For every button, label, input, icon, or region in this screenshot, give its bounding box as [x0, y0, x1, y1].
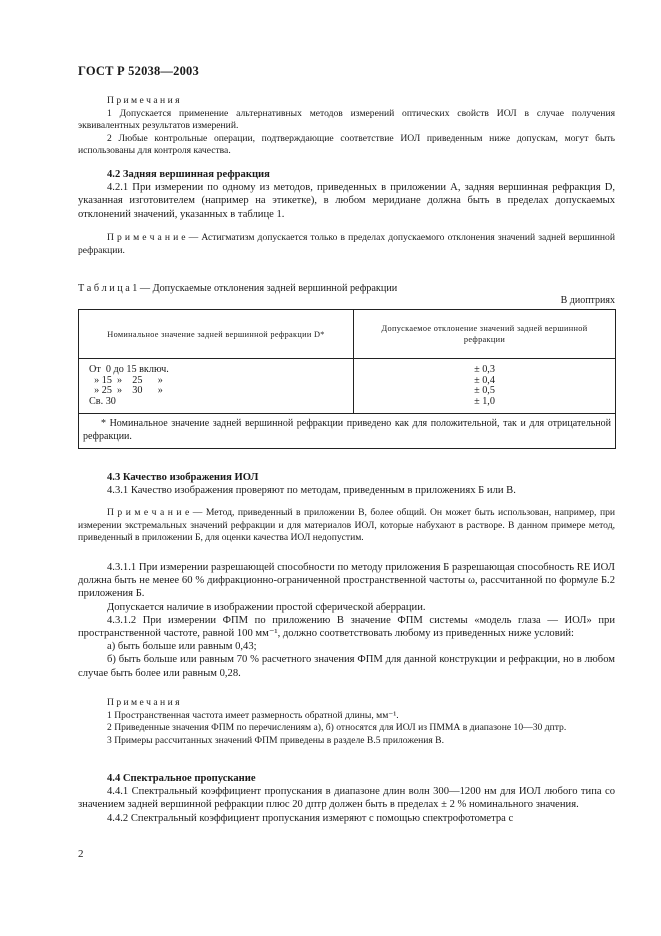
- section-heading: 4.3 Качество изображения ИОЛ: [107, 472, 259, 483]
- paragraph: 4.2.1 При измерении по одному из методов, приведенных в приложении А, задняя вершинная рефракция D, указанная изготовителем (например на этикетке), в любом меридиане должна быть в пределах допускаемых отклонений значений, указанных в таблице 1.: [78, 182, 615, 220]
- table-body-row: [79, 359, 616, 414]
- paragraph: 4.3.1.1 При измерении разрешающей способности по методу приложения Б разрешающая способность RE ИОЛ должна быть не менее 60 % дифракционно-ограниченной пространственной частоты ω, рассчитанной по формуле Б.2 приложения Б.: [78, 562, 615, 600]
- note-item: 3 Примеры рассчитанных значений ФПМ приведены в разделе В.5 приложения В.: [107, 734, 444, 746]
- table-unit: В диоптриях: [560, 295, 615, 306]
- note-text: — Метод, приведенный в приложении В, более общий. Он может быть использован, например, при измерении экстремальных значений рефракции и для материалов ИОЛ, которые набухают в растворе. В данном примере метод, приведенный в приложении Б, для оценки качества ИОЛ недопустим.: [78, 507, 616, 544]
- section-heading: 4.2 Задняя вершинная рефракция: [107, 169, 270, 180]
- paragraph: 4.4.2 Спектральный коэффициент пропускания измеряют с помощью спектрофотометра с: [107, 812, 514, 824]
- tolerance-value: ± 1,0: [474, 395, 495, 407]
- range-cell: [79, 359, 354, 414]
- section-4-3: [78, 471, 615, 497]
- notes-label: П р и м е ч а н и я: [107, 95, 180, 106]
- note-label: П р и м е ч а н и е: [107, 507, 190, 518]
- condition-a: а) быть больше или равным 0,43;: [107, 641, 257, 653]
- table-header-row: [79, 310, 616, 359]
- section-4-4: [78, 772, 615, 825]
- paragraph: Допускается наличие в изображении простой сферической аберрации.: [107, 601, 426, 613]
- section-4-2: [78, 168, 615, 221]
- note-item: 1 Допускается применение альтернативных методов измерений оптических свойств ИОЛ в случае получения эквивалентных результатов измерений.: [78, 107, 615, 132]
- note-label: П р и м е ч а н и е: [107, 232, 186, 243]
- table-header-cell: Допускаемое отклонение значений задней вершинной рефракции: [354, 310, 616, 359]
- tolerance-value: ± 0,4: [474, 374, 495, 386]
- table-footnote: * Номинальное значение задней вершинной рефракции приведено как для положительной, так и для отрицательной рефракции.: [79, 414, 616, 449]
- table-caption-text: 1 — Допускаемые отклонения задней вершинной рефракции: [129, 283, 398, 294]
- notes-block-4-3: [78, 697, 615, 747]
- table-footnote-row: [79, 414, 616, 449]
- tolerance-value: ± 0,3: [474, 364, 495, 375]
- note-4-2: [78, 232, 615, 257]
- table-caption: [78, 283, 397, 294]
- refraction-tolerance-table: [78, 309, 616, 449]
- notes-block-1: [78, 95, 615, 158]
- range-value: От 0 до 15 включ.: [89, 364, 169, 375]
- page-number: 2: [78, 848, 84, 860]
- section-heading: 4.4 Спектральное пропускание: [107, 773, 256, 784]
- tolerance-cell: [354, 359, 616, 414]
- note-item: 2 Приведенные значения ФПМ по перечислениям а), б) относятся для ИОЛ из ПММА в диапазоне 10—30 дптр.: [107, 722, 567, 734]
- note-text: — Астигматизм допускается только в пределах допускаемого отклонения значений задней вершинной рефракции.: [78, 232, 615, 256]
- range-value: » 25 » 30 »: [89, 385, 163, 396]
- range-value: » 15 » 25 »: [89, 374, 163, 386]
- paragraph: 4.3.1 Качество изображения проверяют по методам, приведенным в приложениях Б или В.: [107, 485, 516, 497]
- table-header-cell: Номинальное значение задней вершинной рефракции D*: [79, 310, 354, 359]
- note-item: 1 Пространственная частота имеет размерность обратной длины, мм⁻¹.: [107, 709, 399, 721]
- note-item: 2 Любые контрольные операции, подтверждающие соответствие ИОЛ приведенным ниже допускам, могут быть использованы для контроля качества.: [78, 132, 615, 157]
- range-value: Св. 30: [89, 395, 116, 407]
- paragraph: 4.3.1.2 При измерении ФПМ по приложению В значение ФПМ системы «модель глаза — ИОЛ» при пространственной частоте, равной 100 мм⁻¹, должно соответствовать любому из приведенных ниже условий:: [78, 614, 615, 640]
- tolerance-value: ± 0,5: [474, 385, 495, 396]
- section-4-3-1-1: [78, 561, 615, 680]
- notes-label: П р и м е ч а н и я: [107, 697, 180, 708]
- condition-b: б) быть больше или равным 70 % расчетного значения ФПМ для данной конструкции и рефракции, но в любом случае быть более или равным 0,28.: [78, 654, 615, 679]
- table-caption-label: Т а б л и ц а: [78, 283, 130, 294]
- note-4-3: [78, 507, 615, 545]
- paragraph: 4.4.1 Спектральный коэффициент пропускания в диапазоне длин волн 300—1200 нм для ИОЛ любого типа со значением задней вершинной рефракции плюс 20 дптр должен быть в пределах ± 2 % номинального значения.: [78, 786, 615, 811]
- document-header: ГОСТ Р 52038—2003: [78, 64, 199, 78]
